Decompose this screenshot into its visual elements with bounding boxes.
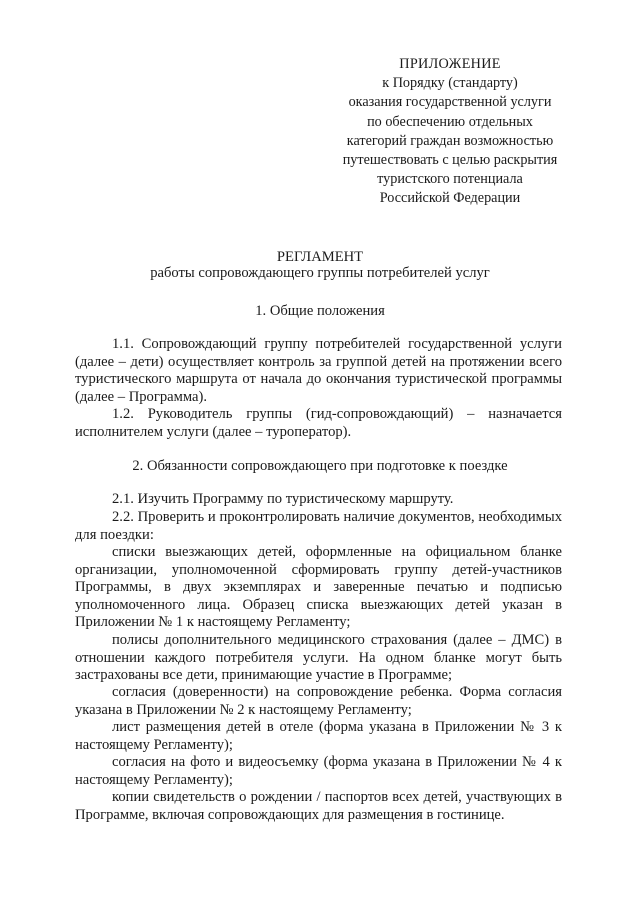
- list-item-insurance: полисы дополнительного медицинского страхования (далее – ДМС) в отношении каждого потребителя услуги. На одном бланке могут быть застрахованы все дети, принимающие участие в Программе;: [75, 632, 562, 684]
- appendix-line: путешествовать с целью раскрытия: [342, 152, 558, 169]
- appendix-line: Российской Федерации: [379, 190, 521, 207]
- paragraph-2-1: 2.1. Изучить Программу по туристическому маршруту.: [112, 491, 454, 507]
- appendix-line: к Порядку (стандарту): [382, 75, 518, 92]
- appendix-block: [330, 55, 570, 209]
- appendix-line: туристского потенциала: [377, 171, 523, 188]
- list-item-lists: списки выезжающих детей, оформленные на официальном бланке организации, уполномоченной сформировать группу детей-участников Программы, в двух экземплярах и заверенные печатью и подписью уполномоченного лица. Образец списка выезжающих детей указан в Приложении № 1 к настоящему Регламенту;: [75, 544, 562, 631]
- document-subtitle: работы сопровождающего группы потребителей услуг: [150, 265, 490, 281]
- paragraph-1-1: 1.1. Сопровождающий группу потребителей государственной услуги (далее – дети) осуществляет контроль за группой детей на протяжении всего туристического маршрута от начала до окончания туристической программы (далее – Программа).: [75, 336, 562, 405]
- appendix-line: по обеспечению отдельных: [367, 113, 533, 130]
- list-item-photo: согласия на фото и видеосъемку (форма указана в Приложении № 4 к настоящему Регламенту);: [75, 754, 562, 788]
- section-heading-1: 1. Общие положения: [255, 303, 385, 319]
- appendix-line: категорий граждан возможностью: [346, 132, 554, 149]
- appendix-line: оказания государственной услуги: [348, 94, 552, 111]
- document-title: РЕГЛАМЕНТ: [276, 249, 364, 265]
- paragraph-2-2: 2.2. Проверить и проконтролировать наличие документов, необходимых для поездки:: [75, 509, 562, 543]
- section-heading-2: 2. Обязанности сопровождающего при подготовке к поездке: [132, 458, 508, 474]
- list-item-hotel: лист размещения детей в отеле (форма указана в Приложении № 3 к настоящему Регламенту);: [75, 719, 562, 753]
- paragraph-1-2: 1.2. Руководитель группы (гид-сопровождающий) – назначается исполнителем услуги (далее – туроператор).: [75, 406, 562, 440]
- appendix-heading: ПРИЛОЖЕНИЕ: [399, 56, 501, 72]
- list-item-certificates: копии свидетельств о рождении / паспортов всех детей, участвующих в Программе, включая сопровождающих для размещения в гостинице.: [75, 789, 562, 823]
- list-item-consent: согласия (доверенности) на сопровождение ребенка. Форма согласия указана в Приложении № 2 к настоящему Регламенту;: [75, 684, 562, 718]
